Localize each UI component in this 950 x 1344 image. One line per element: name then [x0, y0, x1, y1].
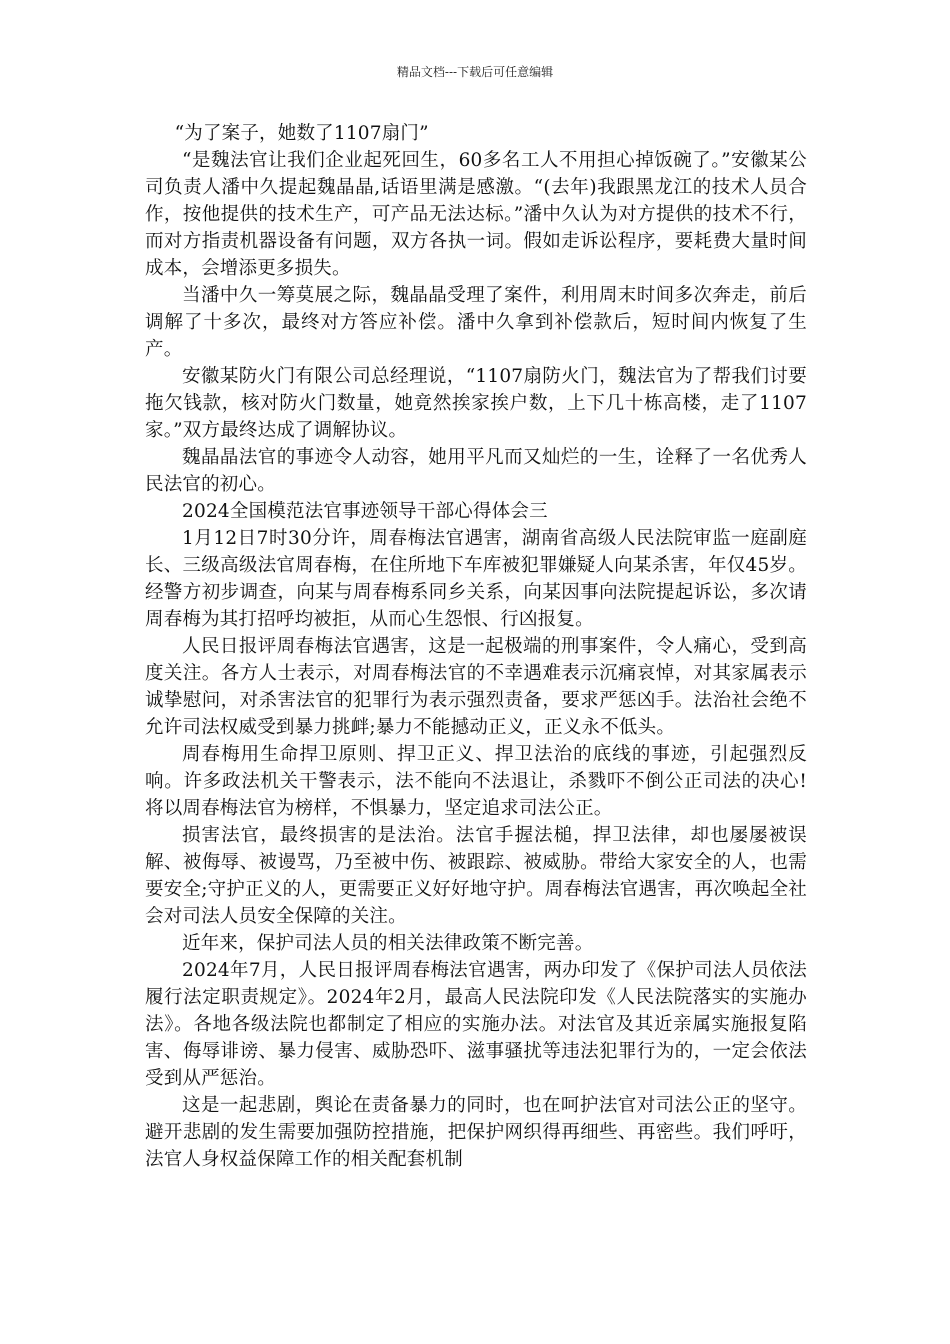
section-title: 2024全国模范法官事迹领导干部心得体会三	[182, 501, 548, 522]
paragraph: 近年来，保护司法人员的相关法律政策不断完善。	[182, 933, 594, 954]
paragraph: 安徽某防火门有限公司总经理说，“1107扇防火门，魏法官为了帮我们讨要拖欠钱款，核对防火门数量，她竟然挨家挨户数，上下几十栋高楼，走了1107家。”双方最终达成了调解协议。	[145, 366, 807, 441]
paragraph: 损害法官，最终损害的是法治。法官手握法槌，捍卫法律，却也屡屡被误解、被侮辱、被谩骂，乃至被中伤、被跟踪、被威胁。带给大家安全的人，也需要安全;守护正义的人，更需要正义好好地守护。周春梅法官遇害，再次唤起全社会对司法人员安全保障的关注。	[145, 825, 807, 927]
paragraph: 周春梅用生命捍卫原则、捍卫正义、捍卫法治的底线的事迹，引起强烈反响。许多政法机关干警表示，法不能向不法退让，杀戮吓不倒公正司法的决心!将以周春梅法官为榜样，不惧暴力，坚定追求司法公正。	[145, 744, 807, 819]
paragraph: 人民日报评周春梅法官遇害，这是一起极端的刑事案件，令人痛心，受到高度关注。各方人士表示，对周春梅法官的不幸遇难表示沉痛哀悼，对其家属表示诚挚慰问，对杀害法官的犯罪行为表示强烈责备，要求严惩凶手。法治社会绝不允许司法权威受到暴力挑衅;暴力不能撼动正义，正义永不低头。	[145, 636, 807, 738]
paragraph: 魏晶晶法官的事迹令人动容，她用平凡而又灿烂的一生，诠释了一名优秀人民法官的初心。	[145, 447, 807, 495]
page-header: 精品文档---下载后可任意编辑	[396, 65, 554, 79]
paragraph: 当潘中久一筹莫展之际，魏晶晶受理了案件，利用周末时间多次奔走，前后调解了十多次，最终对方答应补偿。潘中久拿到补偿款后，短时间内恢复了生产。	[145, 285, 807, 360]
paragraph: 这是一起悲剧，舆论在责备暴力的同时，也在呵护法官对司法公正的坚守。避开悲剧的发生需要加强防控措施，把保护网织得再细些、再密些。我们呼吁，法官人身权益保障工作的相关配套机制	[145, 1095, 807, 1170]
section-title: “为了案子，她数了1107扇门”	[174, 123, 429, 144]
paragraph: 2024年7月，人民日报评周春梅法官遇害，两办印发了《保护司法人员依法履行法定职责规定》。2024年2月，最高人民法院印发《人民法院落实的实施办法》。各地各级法院也都制定了相应的实施办法。对法官及其近亲属实施报复陷害、侮辱诽谤、暴力侵害、威胁恐吓、滋事骚扰等违法犯罪行为的，一定会依法受到从严惩治。	[145, 960, 807, 1089]
paragraph: 1月12日7时30分许，周春梅法官遇害，湖南省高级人民法院审监一庭副庭长、三级高级法官周春梅，在住所地下车库被犯罪嫌疑人向某杀害，年仅45岁。经警方初步调查，向某与周春梅系同乡关系，向某因事向法院提起诉讼，多次请周春梅为其打招呼均被拒，从而心生怨恨、行凶报复。	[145, 528, 807, 630]
document-body	[145, 120, 807, 1173]
paragraph: “是魏法官让我们企业起死回生，60多名工人不用担心掉饭碗了。”安徽某公司负责人潘中久提起魏晶晶,话语里满是感激。“(去年)我跟黑龙江的技术人员合作，按他提供的技术生产，可产品无法达标。”潘中久认为对方提供的技术不行，而对方指责机器设备有问题，双方各执一词。假如走诉讼程序，要耗费大量时间成本，会增添更多损失。	[145, 150, 807, 279]
